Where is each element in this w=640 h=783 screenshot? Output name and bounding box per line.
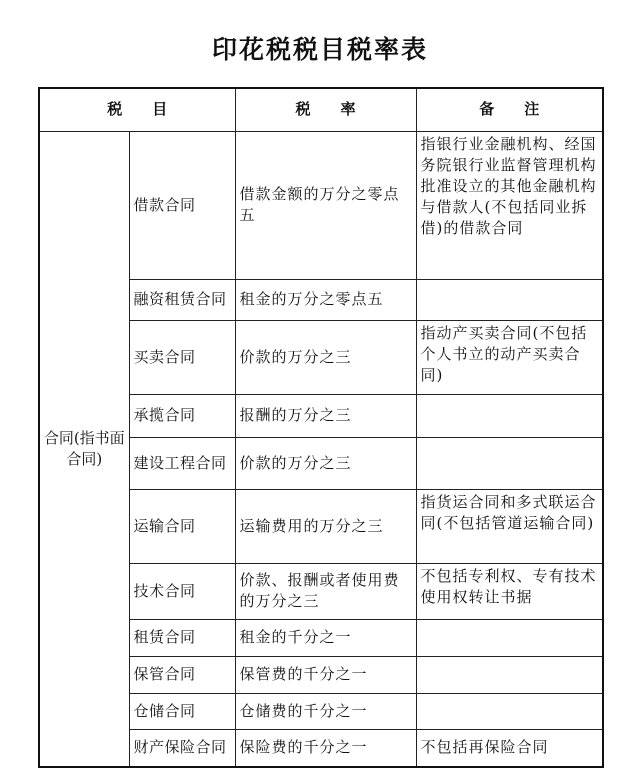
page-title: 印花税税目税率表 bbox=[211, 35, 428, 64]
note-cell bbox=[416, 394, 603, 437]
note-cell bbox=[416, 693, 603, 729]
rate-cell: 报酬的万分之三 bbox=[235, 394, 416, 437]
item-cell: 仓储合同 bbox=[129, 693, 235, 729]
rate-cell: 仓储费的千分之一 bbox=[235, 693, 416, 729]
header-rate: 税 率 bbox=[235, 88, 416, 131]
rate-cell: 租金的千分之一 bbox=[235, 619, 416, 656]
note-cell: 指银行业金融机构、经国务院银行业监督管理机构批准设立的其他金融机构与借款人(不包括同业拆借)的借款合同 bbox=[416, 131, 603, 279]
rate-cell: 租金的万分之零点五 bbox=[235, 279, 416, 320]
rate-cell: 保管费的千分之一 bbox=[235, 656, 416, 693]
rate-cell: 借款金额的万分之零点五 bbox=[235, 131, 416, 279]
note-cell: 指动产买卖合同(不包括个人书立的动产买卖合同) bbox=[416, 320, 603, 394]
rate-cell: 价款的万分之三 bbox=[235, 437, 416, 489]
item-cell: 技术合同 bbox=[129, 563, 235, 619]
note-cell bbox=[416, 437, 603, 489]
table-row bbox=[39, 131, 603, 279]
group-label-contract: 合同(指书面合同) bbox=[39, 131, 129, 767]
header-item: 税 目 bbox=[39, 88, 235, 131]
item-cell: 融资租赁合同 bbox=[129, 279, 235, 320]
note-cell bbox=[416, 279, 603, 320]
item-cell: 运输合同 bbox=[129, 489, 235, 563]
note-cell: 指货运合同和多式联运合同(不包括管道运输合同) bbox=[416, 489, 603, 563]
rate-cell: 价款的万分之三 bbox=[235, 320, 416, 394]
note-cell: 不包括再保险合同 bbox=[416, 729, 603, 767]
item-cell: 借款合同 bbox=[129, 131, 235, 279]
item-cell: 承揽合同 bbox=[129, 394, 235, 437]
rate-cell: 价款、报酬或者使用费的万分之三 bbox=[235, 563, 416, 619]
note-cell bbox=[416, 619, 603, 656]
note-cell: 不包括专利权、专有技术使用权转让书据 bbox=[416, 563, 603, 619]
rate-cell: 保险费的千分之一 bbox=[235, 729, 416, 767]
header-note: 备 注 bbox=[416, 88, 603, 131]
rate-cell: 运输费用的万分之三 bbox=[235, 489, 416, 563]
table-header-row bbox=[39, 88, 603, 131]
tax-rate-table bbox=[38, 87, 604, 768]
note-cell bbox=[416, 656, 603, 693]
item-cell: 租赁合同 bbox=[129, 619, 235, 656]
item-cell: 买卖合同 bbox=[129, 320, 235, 394]
item-cell: 建设工程合同 bbox=[129, 437, 235, 489]
item-cell: 财产保险合同 bbox=[129, 729, 235, 767]
item-cell: 保管合同 bbox=[129, 656, 235, 693]
